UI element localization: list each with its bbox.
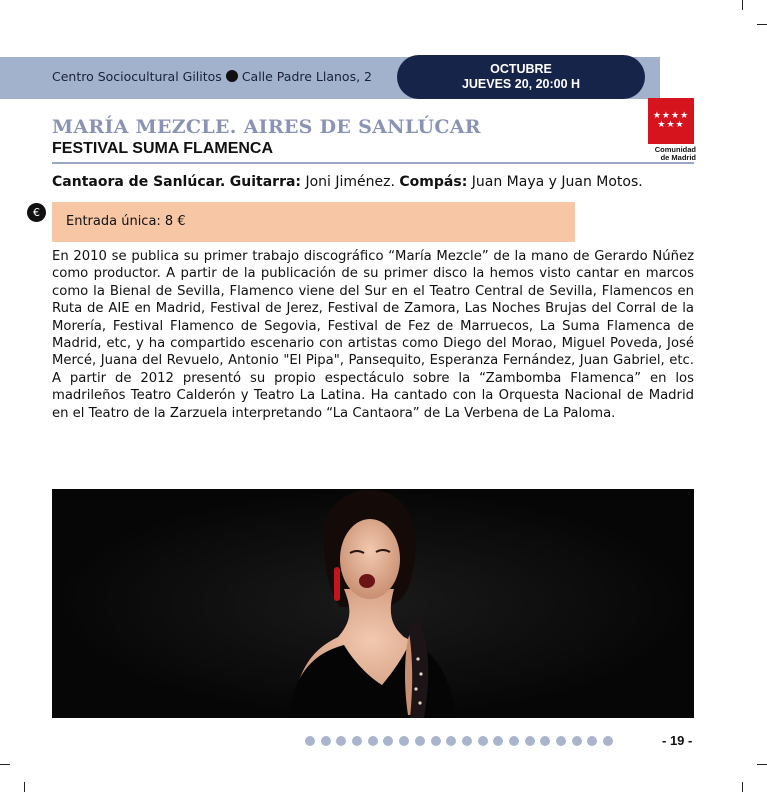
venue-name: Centro Sociocultural Gilitos <box>52 69 222 84</box>
page-dot <box>525 736 535 746</box>
page-dot <box>415 736 425 746</box>
venue-info <box>52 69 372 84</box>
page-dot <box>587 736 597 746</box>
crop-mark <box>0 764 10 765</box>
page-dot <box>352 736 362 746</box>
logo-text-line1: Comunidad <box>654 145 696 154</box>
performer-photo-illustration <box>52 489 694 718</box>
page-dot <box>556 736 566 746</box>
page-dot <box>540 736 550 746</box>
price-label: Entrada única: 8 € <box>66 214 186 229</box>
date-badge <box>397 55 645 99</box>
credit-role1-label: Cantaora de Sanlúcar. <box>52 174 226 190</box>
festival-name: FESTIVAL SUMA FLAMENCA <box>52 140 274 157</box>
performer-photo <box>52 489 694 718</box>
euro-icon: € <box>27 203 46 222</box>
page-dot <box>446 736 456 746</box>
page-dot <box>368 736 378 746</box>
credit-role2-value: Joni Jiménez. <box>305 174 395 190</box>
page-number: - 19 - <box>662 733 693 748</box>
event-description: En 2010 se publica su primer trabajo discográfico “María Mezcle” de la mano de Gerardo Núñez como productor. A partir de la publicación de su primer disco la hemos visto cantar en marcos como la Bienal de Sevilla, Flamenco viene del Sur en el Teatro Central de Sevilla, Flamencos en Ruta de AIE en Madrid, Festival de Jerez, Festival de Zamora, Las Noches Brujas del Corral de la Morería, Festival Flamenco de Segovia, Festival de Fez de Marruecos, La Suma Flamenca de Madrid, etc, y ha compartido escenario con artistas como Diego del Morao, Miguel Poveda, José Mercé, Juana del Revuelo, Antonio "El Pipa", Pansequito, Esperanza Fernández, Juan Gabriel, etc. A partir de 2012 presentó su propio espectáculo sobre la “Zambomba Flamenca” en los madrileños Teatro Calderón y Teatro La Latina. Ha cantado con la Orquesta Nacional de Madrid en el Teatro de la Zarzuela interpretando “La Cantaora” de La Verbena de La Paloma. <box>52 249 694 421</box>
event-title: MARÍA MEZCLE. AIRES DE SANLÚCAR <box>52 116 481 138</box>
title-divider <box>52 162 694 164</box>
credits-line <box>52 174 643 190</box>
logo-text-line2: de Madrid <box>660 153 696 162</box>
logo-text <box>648 146 696 162</box>
page-dot <box>462 736 472 746</box>
credit-role3-value: Juan Maya y Juan Motos. <box>471 174 643 190</box>
crop-mark <box>742 0 743 10</box>
crop-mark <box>757 764 767 765</box>
venue-address: Calle Padre Llanos, 2 <box>241 69 372 84</box>
date-day-time: JUEVES 20, 20:00 H <box>461 77 581 91</box>
page-dot <box>493 736 503 746</box>
bullet-dot-icon <box>226 70 238 82</box>
page-dot <box>305 736 315 746</box>
page-dot <box>572 736 582 746</box>
madrid-flag-icon: ★★★★ ★★★ <box>648 98 694 144</box>
page-dot <box>336 736 346 746</box>
page-dot <box>383 736 393 746</box>
page-dot <box>431 736 441 746</box>
page-dot <box>603 736 613 746</box>
crop-mark <box>24 782 25 792</box>
credit-role3-label: Compás: <box>399 174 468 190</box>
price-box <box>52 202 575 242</box>
comunidad-madrid-logo <box>648 98 696 162</box>
page-dot <box>399 736 409 746</box>
page-dot <box>509 736 519 746</box>
credit-role2-label: Guitarra: <box>229 174 302 190</box>
crop-mark <box>757 24 767 25</box>
crop-mark <box>742 782 743 792</box>
page-dots <box>305 736 613 746</box>
page-dot <box>478 736 488 746</box>
date-month: OCTUBRE <box>490 62 552 76</box>
page-dot <box>321 736 331 746</box>
